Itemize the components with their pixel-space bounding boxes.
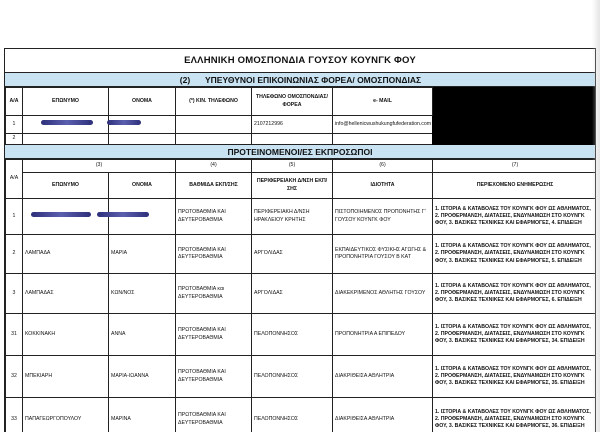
content-cell: 1. ΙΣΤΟΡΙΑ & ΚΑΤΑΒΟΛΕΣ ΤΟΥ ΚΟΥΝΓΚ ΦΟΥ ΩΣ ΑΘΛΗΜΑΤΟΣ, 2. ΠΡΟΘΕΡΜΑΝΣΗ, ΔΙΑΤΑΣΕΙΣ, ΕΝΔΥΝΑΜΩΣΗ ΣΤΟ ΚΟΥΝΓΚ ΦΟΥ, 3. ΒΑΣΙΚΕΣ ΤΕΧΝΙΚΕΣ ΚΑΙ ΕΦΑΡΜΟΓΕΣ, 36. ΕΠΙΔΕΙΞΗ bbox=[433, 398, 597, 432]
row-aa: 3 bbox=[6, 274, 23, 314]
contacts-section-number: (2) bbox=[179, 75, 191, 85]
region-cell: ΠΕΛΟΠΟΝΝΗΣΟΣ bbox=[252, 356, 333, 398]
row-aa: 33 bbox=[6, 398, 23, 432]
surname-cell: ΜΠΕΚΙΑΡΗ bbox=[23, 356, 109, 398]
content-cell: 1. ΙΣΤΟΡΙΑ & ΚΑΤΑΒΟΛΕΣ ΤΟΥ ΚΟΥΝΓΚ ΦΟΥ ΩΣ ΑΘΛΗΜΑΤΟΣ, 2. ΠΡΟΘΕΡΜΑΝΣΗ, ΔΙΑΤΑΣΕΙΣ, ΕΝΔΥΝΑΜΩΣΗ ΣΤΟ ΚΟΥΝΓΚ ΦΟΥ, 3. ΒΑΣΙΚΕΣ ΤΕΧΝΙΚΕΣ ΚΑΙ ΕΦΑΡΜΟΓΕΣ, 6. ΕΠΙΔΕΙΞΗ bbox=[433, 274, 597, 314]
col-mobile-header: (*) ΚΙΝ. ΤΗΛΕΦΩΝΟ bbox=[176, 88, 252, 116]
row-aa: 1 bbox=[6, 116, 23, 134]
surname-cell: ΛΑΜΠΑΔΑ bbox=[23, 235, 109, 274]
row-aa: 32 bbox=[6, 356, 23, 398]
level-cell: ΠΡΩΤΟΒΑΘΜΙΑ ΚΑΙ ΔΕΥΤΕΡΟΒΑΘΜΙΑ bbox=[176, 314, 252, 356]
speakers-section-title: ΠΡΟΤΕΙΝΟΜΕΝΟΙ/ΕΣ ΕΚΠΡΟΣΩΠΟΙ bbox=[227, 147, 373, 157]
role-cell: ΔΙΑΚΕΚΡΙΜΕΝΟΣ ΑΘΛΗΤΗΣ ΓΟΥΣΟΥ bbox=[333, 274, 433, 314]
col-surname-header: ΕΠΩΝΥΜΟ bbox=[23, 173, 109, 199]
level-cell: ΠΡΩΤΟΒΑΘΜΙΑ και ΔΕΥΤΕΡΟΒΑΘΜΙΑ bbox=[176, 274, 252, 314]
contacts-section-header bbox=[5, 73, 595, 87]
region-cell: ΠΕΛΟΠΟΝΝΗΣΟΣ bbox=[252, 398, 333, 432]
col-office-phone-header: ΤΗΛΕΦΩΝΟ ΟΜΟΣΠΟΝΔΙΑΣ/ΦΟΡΕΑ bbox=[252, 88, 333, 116]
table-row bbox=[6, 274, 597, 314]
empty-cell bbox=[109, 134, 176, 145]
surname-cell: ΚΟΚΚΙΝΑΚΗ bbox=[23, 314, 109, 356]
col-region-header: ΠΕΡΙΦΕΡΕΙΑΚΗ Δ/ΝΣΗ ΕΚΠ/ΣΗΣ bbox=[252, 173, 333, 199]
name-cell: ΜΑΡΙΑ-ΙΩΑΝΝΑ bbox=[109, 356, 176, 398]
col-number-3: (3) bbox=[23, 160, 176, 173]
row-aa: 31 bbox=[6, 314, 23, 356]
contacts-section-title: ΥΠΕΥΘΥΝΟΙ ΕΠΙΚΟΙΝΩΝΙΑΣ ΦΟΡΕΑ/ ΟΜΟΣΠΟΝΔΙΑΣ bbox=[205, 75, 422, 85]
col-content-header: ΠΕΡΙΕΧΟΜΕΝΟ ΕΝΗΜΕΡΩΣΗΣ bbox=[433, 173, 597, 199]
speakers-section-header bbox=[5, 145, 595, 159]
table-row bbox=[6, 199, 597, 235]
col-aa-header: Α/Α bbox=[6, 160, 23, 199]
document-sheet bbox=[4, 48, 596, 432]
row-aa: 2 bbox=[6, 134, 23, 145]
redacted-surname bbox=[23, 199, 109, 235]
content-cell: 1. ΙΣΤΟΡΙΑ & ΚΑΤΑΒΟΛΕΣ ΤΟΥ ΚΟΥΝΓΚ ΦΟΥ ΩΣ ΑΘΛΗΜΑΤΟΣ, 2. ΠΡΟΘΕΡΜΑΝΣΗ, ΔΙΑΤΑΣΕΙΣ, ΕΝΔΥΝΑΜΩΣΗ ΣΤΟ ΚΟΥΝΓΚ ΦΟΥ, 3. ΒΑΣΙΚΕΣ ΤΕΧΝΙΚΕΣ ΚΑΙ ΕΦΑΡΜΟΓΕΣ, 35. ΕΠΙΔΕΙΞΗ bbox=[433, 356, 597, 398]
role-cell: ΔΙΑΚΡΙΘΕΙΣΑ ΑΘΛΗΤΡΙΑ bbox=[333, 356, 433, 398]
col-name-header: ΟΝΟΜΑ bbox=[109, 88, 176, 116]
col-number-5: (5) bbox=[252, 160, 333, 173]
region-cell: ΑΡΓΟΛΙΔΑΣ bbox=[252, 235, 333, 274]
redacted-name bbox=[109, 116, 176, 134]
redacted-block bbox=[433, 88, 597, 145]
redacted-surname bbox=[23, 116, 109, 134]
level-cell: ΠΡΩΤΟΒΑΘΜΙΑ ΚΑΙ ΔΕΥΤΕΡΟΒΑΘΜΙΑ bbox=[176, 235, 252, 274]
name-cell: ΑΝΝΑ bbox=[109, 314, 176, 356]
federation-title: ΕΛΛΗΝΙΚΗ ΟΜΟΣΠΟΝΔΙΑ ΓΟΥΣΟΥ ΚΟΥΝΓΚ ΦΟΥ bbox=[5, 49, 595, 73]
speakers-header-row bbox=[6, 173, 597, 199]
region-cell: ΠΕΡΙΦΕΡΕΙΑΚΗ Δ/ΝΣΗ ΗΡΑΚΛΕΙΟΥ ΚΡΗΤΗΣ bbox=[252, 199, 333, 235]
name-cell: ΚΩΝ/ΝΟΣ bbox=[109, 274, 176, 314]
row-aa: 2 bbox=[6, 235, 23, 274]
surname-cell: ΠΑΠΑΓΕΩΡΓΟΠΟΥΛΟΥ bbox=[23, 398, 109, 432]
level-cell: ΠΡΩΤΟΒΑΘΜΙΑ ΚΑΙ ΔΕΥΤΕΡΟΒΑΘΜΙΑ bbox=[176, 356, 252, 398]
role-cell: ΕΚΠΑΙΔΕΥΤΙΚΟΣ ΦΥΣΙΚΗΣ ΑΓΩΓΗΣ & ΠΡΟΠΟΝΗΤΡΙΑ ΓΟΥΣΟΥ Β ΚΑΤ bbox=[333, 235, 433, 274]
level-cell: ΠΡΩΤΟΒΑΘΜΙΑ ΚΑΙ ΔΕΥΤΕΡΟΒΑΘΜΙΑ bbox=[176, 199, 252, 235]
col-aa-header: Α/Α bbox=[6, 88, 23, 116]
col-email-header: e- MAIL bbox=[333, 88, 433, 116]
col-number-6: (6) bbox=[333, 160, 433, 173]
col-name-header: ΟΝΟΜΑ bbox=[109, 173, 176, 199]
region-cell: ΠΕΛΟΠΟΝΝΗΣΟΣ bbox=[252, 314, 333, 356]
column-numbers-row bbox=[6, 160, 597, 173]
empty-cell bbox=[23, 134, 109, 145]
speakers-table bbox=[5, 159, 596, 432]
table-row bbox=[6, 398, 597, 432]
col-surname-header: ΕΠΩΝΥΜΟ bbox=[23, 88, 109, 116]
content-cell: 1. ΙΣΤΟΡΙΑ & ΚΑΤΑΒΟΛΕΣ ΤΟΥ ΚΟΥΝΓΚ ΦΟΥ ΩΣ ΑΘΛΗΜΑΤΟΣ, 2. ΠΡΟΘΕΡΜΑΝΣΗ, ΔΙΑΤΑΣΕΙΣ, ΕΝΔΥΝΑΜΩΣΗ ΣΤΟ ΚΟΥΝΓΚ ΦΟΥ, 3. ΒΑΣΙΚΕΣ ΤΕΧΝΙΚΕΣ ΚΑΙ ΕΦΑΡΜΟΓΕΣ, 5. ΕΠΙΔΕΙΞΗ bbox=[433, 235, 597, 274]
empty-cell bbox=[176, 134, 252, 145]
col-level-header: ΒΑΘΜΙΔΑ ΕΚΠ/ΣΗΣ bbox=[176, 173, 252, 199]
surname-cell: ΛΑΜΠΑΔΑΣ bbox=[23, 274, 109, 314]
page-edge-shadow bbox=[592, 0, 600, 432]
col-number-4: (4) bbox=[176, 160, 252, 173]
col-role-header: ΙΔΙΟΤΗΤΑ bbox=[333, 173, 433, 199]
table-row bbox=[6, 235, 597, 274]
office-phone-cell: 2107212996 bbox=[252, 116, 333, 134]
table-row bbox=[6, 356, 597, 398]
role-cell: ΔΙΑΚΡΙΘΕΙΣΑ ΑΘΛΗΤΡΙΑ bbox=[333, 398, 433, 432]
level-cell: ΠΡΩΤΟΒΑΘΜΙΑ ΚΑΙ ΔΕΥΤΕΡΟΒΑΘΜΙΑ bbox=[176, 398, 252, 432]
name-cell: ΜΑΡΙΑ bbox=[109, 235, 176, 274]
contacts-table bbox=[5, 87, 596, 145]
redacted-name bbox=[109, 199, 176, 235]
name-cell: ΜΑΡΙΝΑ bbox=[109, 398, 176, 432]
empty-cell bbox=[252, 134, 333, 145]
row-aa: 1 bbox=[6, 199, 23, 235]
role-cell: ΠΙΣΤΟΠΟΙΗΜΕΝΟΣ ΠΡΟΠΟΝΗΤΗΣ Γ' ΓΟΥΣΟΥ ΚΟΥΝΓΚ ΦΟΥ bbox=[333, 199, 433, 235]
content-cell: 1. ΙΣΤΟΡΙΑ & ΚΑΤΑΒΟΛΕΣ ΤΟΥ ΚΟΥΝΓΚ ΦΟΥ ΩΣ ΑΘΛΗΜΑΤΟΣ, 2. ΠΡΟΘΕΡΜΑΝΣΗ, ΔΙΑΤΑΣΕΙΣ, ΕΝΔΥΝΑΜΩΣΗ ΣΤΟ ΚΟΥΝΓΚ ΦΟΥ, 3. ΒΑΣΙΚΕΣ ΤΕΧΝΙΚΕΣ ΚΑΙ ΕΦΑΡΜΟΓΕΣ, 34. ΕΠΙΔΕΙΞΗ bbox=[433, 314, 597, 356]
email-cell[interactable]: info@hellenicwushukungfufederation.com bbox=[333, 116, 433, 134]
empty-cell bbox=[333, 134, 433, 145]
region-cell: ΑΡΓΟΛΙΔΑΣ bbox=[252, 274, 333, 314]
contacts-header-row bbox=[6, 88, 597, 116]
role-cell: ΠΡΟΠΟΝΗΤΡΙΑ Α ΕΠΙΠΕΔΟΥ bbox=[333, 314, 433, 356]
col-number-7: (7) bbox=[433, 160, 597, 173]
table-row bbox=[6, 314, 597, 356]
content-cell: 1. ΙΣΤΟΡΙΑ & ΚΑΤΑΒΟΛΕΣ ΤΟΥ ΚΟΥΝΓΚ ΦΟΥ ΩΣ ΑΘΛΗΜΑΤΟΣ, 2. ΠΡΟΘΕΡΜΑΝΣΗ, ΔΙΑΤΑΣΕΙΣ, ΕΝΔΥΝΑΜΩΣΗ ΣΤΟ ΚΟΥΝΓΚ ΦΟΥ, 3. ΒΑΣΙΚΕΣ ΤΕΧΝΙΚΕΣ ΚΑΙ ΕΦΑΡΜΟΓΕΣ, 4. ΕΠΙΔΕΙΞΗ bbox=[433, 199, 597, 235]
mobile-cell bbox=[176, 116, 252, 134]
